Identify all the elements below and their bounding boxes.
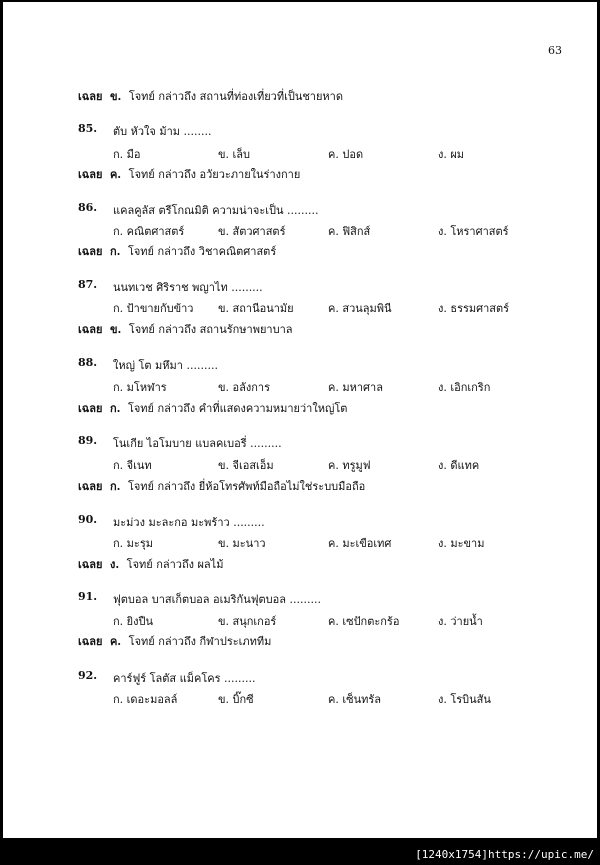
answer-label: เฉลย xyxy=(78,635,103,648)
answer-letter: ข. xyxy=(109,323,122,336)
option-b: ข. สถานีอนามัย xyxy=(218,302,294,315)
document-page xyxy=(3,2,597,838)
option-d: ง. ว่ายน้ำ xyxy=(438,615,483,628)
option-b: ข. จีเอสเอ็ม xyxy=(218,459,274,472)
question-number: 89. xyxy=(78,434,98,447)
question-number: 91. xyxy=(78,590,98,603)
question-prompt: โนเกีย ไอโมบาย แบลคเบอรี่ ......... xyxy=(113,437,282,450)
answer-line xyxy=(78,555,223,573)
question-number: 90. xyxy=(78,513,98,526)
option-d: ง. โรบินสัน xyxy=(438,693,491,706)
answer-label: เฉลย xyxy=(78,168,103,181)
answer-text: โจทย์ กล่าวถึง อวัยวะภายในร่างกาย xyxy=(128,168,301,181)
answer-letter: ค. xyxy=(109,635,122,648)
question-prompt: ฟุตบอล บาสเก็ตบอล อเมริกันฟุตบอล ......... xyxy=(113,593,321,606)
option-a: ก. มะรุม xyxy=(113,537,153,550)
answer-line xyxy=(78,242,276,260)
question-number: 92. xyxy=(78,669,98,682)
answer-line xyxy=(78,320,292,338)
answer-line xyxy=(78,165,300,183)
answer-line xyxy=(78,632,271,650)
option-d: ง. ธรรมศาสตร์ xyxy=(438,302,510,315)
option-a: ก. ยิงปืน xyxy=(113,615,153,628)
answer-letter: ก. xyxy=(109,402,121,415)
option-a: ก. เดอะมอลล์ xyxy=(113,693,178,706)
option-c: ค. ปอด xyxy=(328,148,364,161)
option-a: ก. ป้าขายกับข้าว xyxy=(113,302,194,315)
option-c: ค. ฟิสิกส์ xyxy=(328,225,371,238)
answer-letter: ก. xyxy=(109,245,121,258)
option-b: ข. สัตวศาสตร์ xyxy=(218,225,286,238)
answer-label: เฉลย xyxy=(78,323,103,336)
option-a: ก. จีเนท xyxy=(113,459,152,472)
option-b: ข. อลังการ xyxy=(218,381,270,394)
answer-text: โจทย์ กล่าวถึง กีฬาประเภททีม xyxy=(128,635,272,648)
question-number: 86. xyxy=(78,201,98,214)
option-d: ง. ดีแทค xyxy=(438,459,480,472)
page-number: 63 xyxy=(548,44,562,57)
option-c: ค. ทรูมูฟ xyxy=(328,459,371,472)
answer-text: โจทย์ กล่าวถึง วิชาคณิตศาสตร์ xyxy=(127,245,277,258)
answer-letter: ง. xyxy=(109,558,120,571)
answer-line xyxy=(78,477,365,495)
answer-text: โจทย์ กล่าวถึง คำที่แสดงความหมายว่าใหญ่โต xyxy=(127,402,348,415)
option-d: ง. เอิกเกริก xyxy=(438,381,491,394)
answer-letter: ข. xyxy=(109,90,122,103)
option-a: ก. มือ xyxy=(113,148,141,161)
answer-label: เฉลย xyxy=(78,402,103,415)
answer-text: โจทย์ กล่าวถึง สถานที่ท่องเที่ยวที่เป็นชายหาด xyxy=(128,90,343,103)
answer-label: เฉลย xyxy=(78,480,103,493)
question-prompt: คาร์ฟูร์ โลตัส แม็คโคร ......... xyxy=(113,672,256,685)
option-a: ก. คณิตศาสตร์ xyxy=(113,225,185,238)
image-host-footer[interactable]: [1240x1754]https://upic.me/ xyxy=(415,848,594,861)
option-d: ง. โหราศาสตร์ xyxy=(438,225,509,238)
option-a: ก. มโหฬาร xyxy=(113,381,167,394)
question-prompt: นนทเวช ศิริราช พญาไท ......... xyxy=(113,281,263,294)
answer-letter: ค. xyxy=(109,168,122,181)
answer-text: โจทย์ กล่าวถึง สถานรักษาพยาบาล xyxy=(128,323,293,336)
answer-label: เฉลย xyxy=(78,245,103,258)
question-prompt: ใหญ่ โต มหึมา ......... xyxy=(113,359,218,372)
answer-line xyxy=(78,399,347,417)
answer-line xyxy=(78,87,343,105)
option-b: ข. สนุกเกอร์ xyxy=(218,615,277,628)
option-c: ค. มหาศาล xyxy=(328,381,383,394)
option-c: ค. เซ็นทรัล xyxy=(328,693,381,706)
question-number: 85. xyxy=(78,122,98,135)
answer-letter: ก. xyxy=(109,480,121,493)
option-c: ค. สวนลุมพินี xyxy=(328,302,392,315)
answer-label: เฉลย xyxy=(78,558,103,571)
option-b: ข. เล็บ xyxy=(218,148,250,161)
option-c: ค. เซปักตะกร้อ xyxy=(328,615,400,628)
option-d: ง. ผม xyxy=(438,148,465,161)
question-prompt: ตับ หัวใจ ม้าม ........ xyxy=(113,125,212,138)
option-c: ค. มะเขือเทศ xyxy=(328,537,392,550)
answer-text: โจทย์ กล่าวถึง ยี่ห้อโทรศัพท์มือถือไม่ใช่ระบบมือถือ xyxy=(127,480,366,493)
question-number: 87. xyxy=(78,278,98,291)
option-b: ข. บิ๊กซี xyxy=(218,693,254,706)
question-prompt: แคลคูลัส ตรีโกณมิติ ความน่าจะเป็น ......... xyxy=(113,204,319,217)
question-prompt: มะม่วง มะละกอ มะพร้าว ......... xyxy=(113,516,265,529)
answer-text: โจทย์ กล่าวถึง ผลไม้ xyxy=(126,558,224,571)
option-b: ข. มะนาว xyxy=(218,537,266,550)
question-number: 88. xyxy=(78,356,98,369)
option-d: ง. มะขาม xyxy=(438,537,485,550)
answer-label: เฉลย xyxy=(78,90,103,103)
